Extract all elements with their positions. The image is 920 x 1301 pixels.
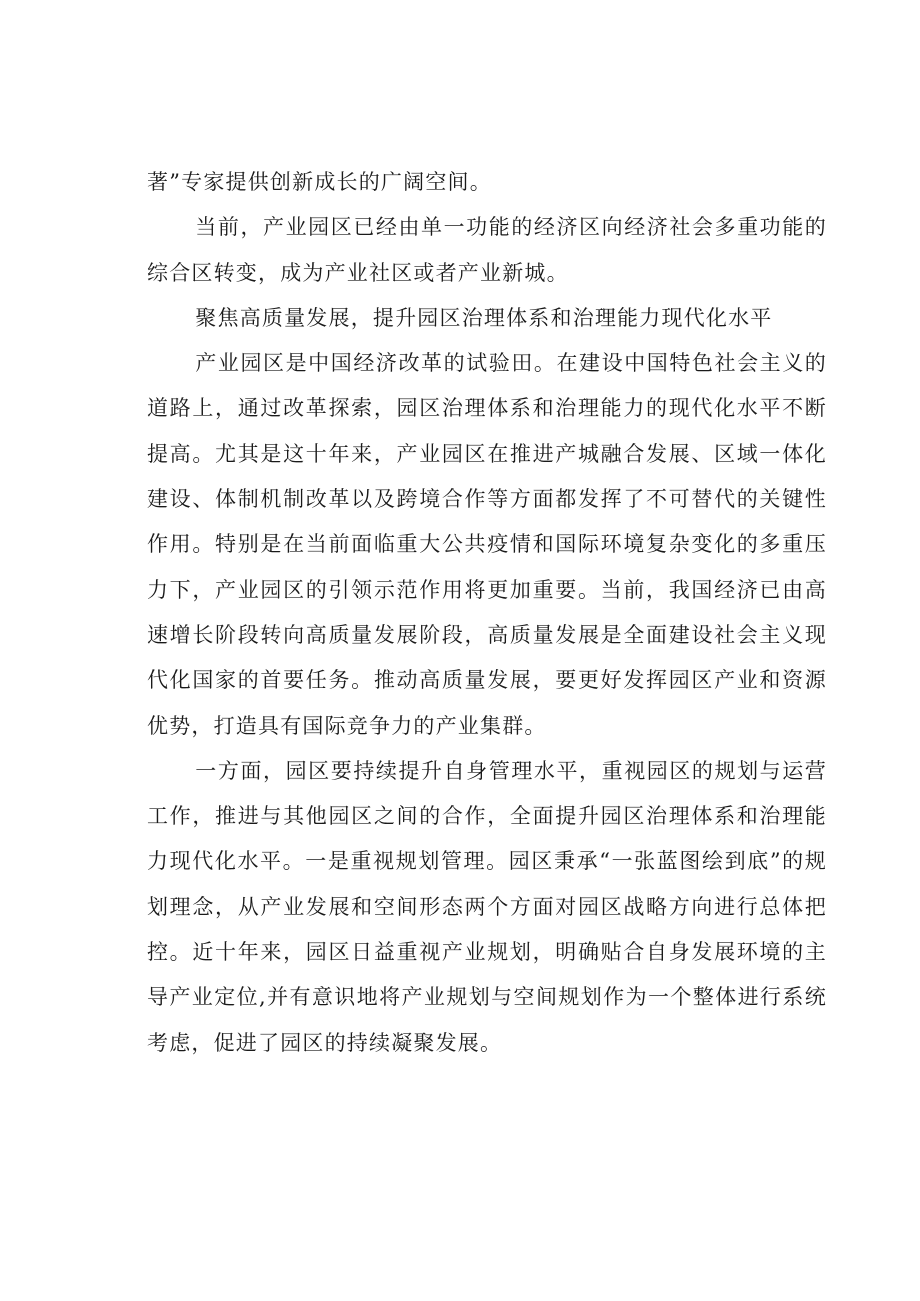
paragraph-industrial-park-transformation: 当前，产业园区已经由单一功能的经济区向经济社会多重功能的综合区转变，成为产业社区或者产业新城。: [147, 215, 827, 285]
paragraph-reform-testing-ground: 产业园区是中国经济改革的试验田。在建设中国特色社会主义的道路上，通过改革探索，园区治理体系和治理能力的现代化水平不断提高。尤其是这十年来，产业园区在推进产城融合发展、区域一体化建设、体制机制改革以及跨境合作等方面都发挥了不可替代的关键性作用。特别是在当前面临重大公共疫情和国际环境复杂变化的多重压力下，产业园区的引领示范作用将更加重要。当前，我国经济已由高速增长阶段转向高质量发展阶段，高质量发展是全面建设社会主义现代化国家的首要任务。推动高质量发展，要更好发挥园区产业和资源优势，打造具有国际竞争力的产业集群。: [147, 351, 827, 738]
paragraph-management-level: 一方面，园区要持续提升自身管理水平，重视园区的规划与运营工作，推进与其他园区之间的合作，全面提升园区治理体系和治理能力现代化水平。一是重视规划管理。园区秉承“一张蓝图绘到底”的规划理念，从产业发展和空间形态两个方面对园区战略方向进行总体把控。近十年来，园区日益重视产业规划，明确贴合自身发展环境的主导产业定位,并有意识地将产业规划与空间规划作为一个整体进行系统考虑，促进了园区的持续凝聚发展。: [147, 758, 827, 1055]
paragraph-continuation: 著”专家提供创新成长的广阔空间。: [147, 170, 492, 194]
document-body: [147, 160, 827, 1066]
section-heading: 聚焦高质量发展，提升园区治理体系和治理能力现代化水平: [195, 305, 773, 330]
